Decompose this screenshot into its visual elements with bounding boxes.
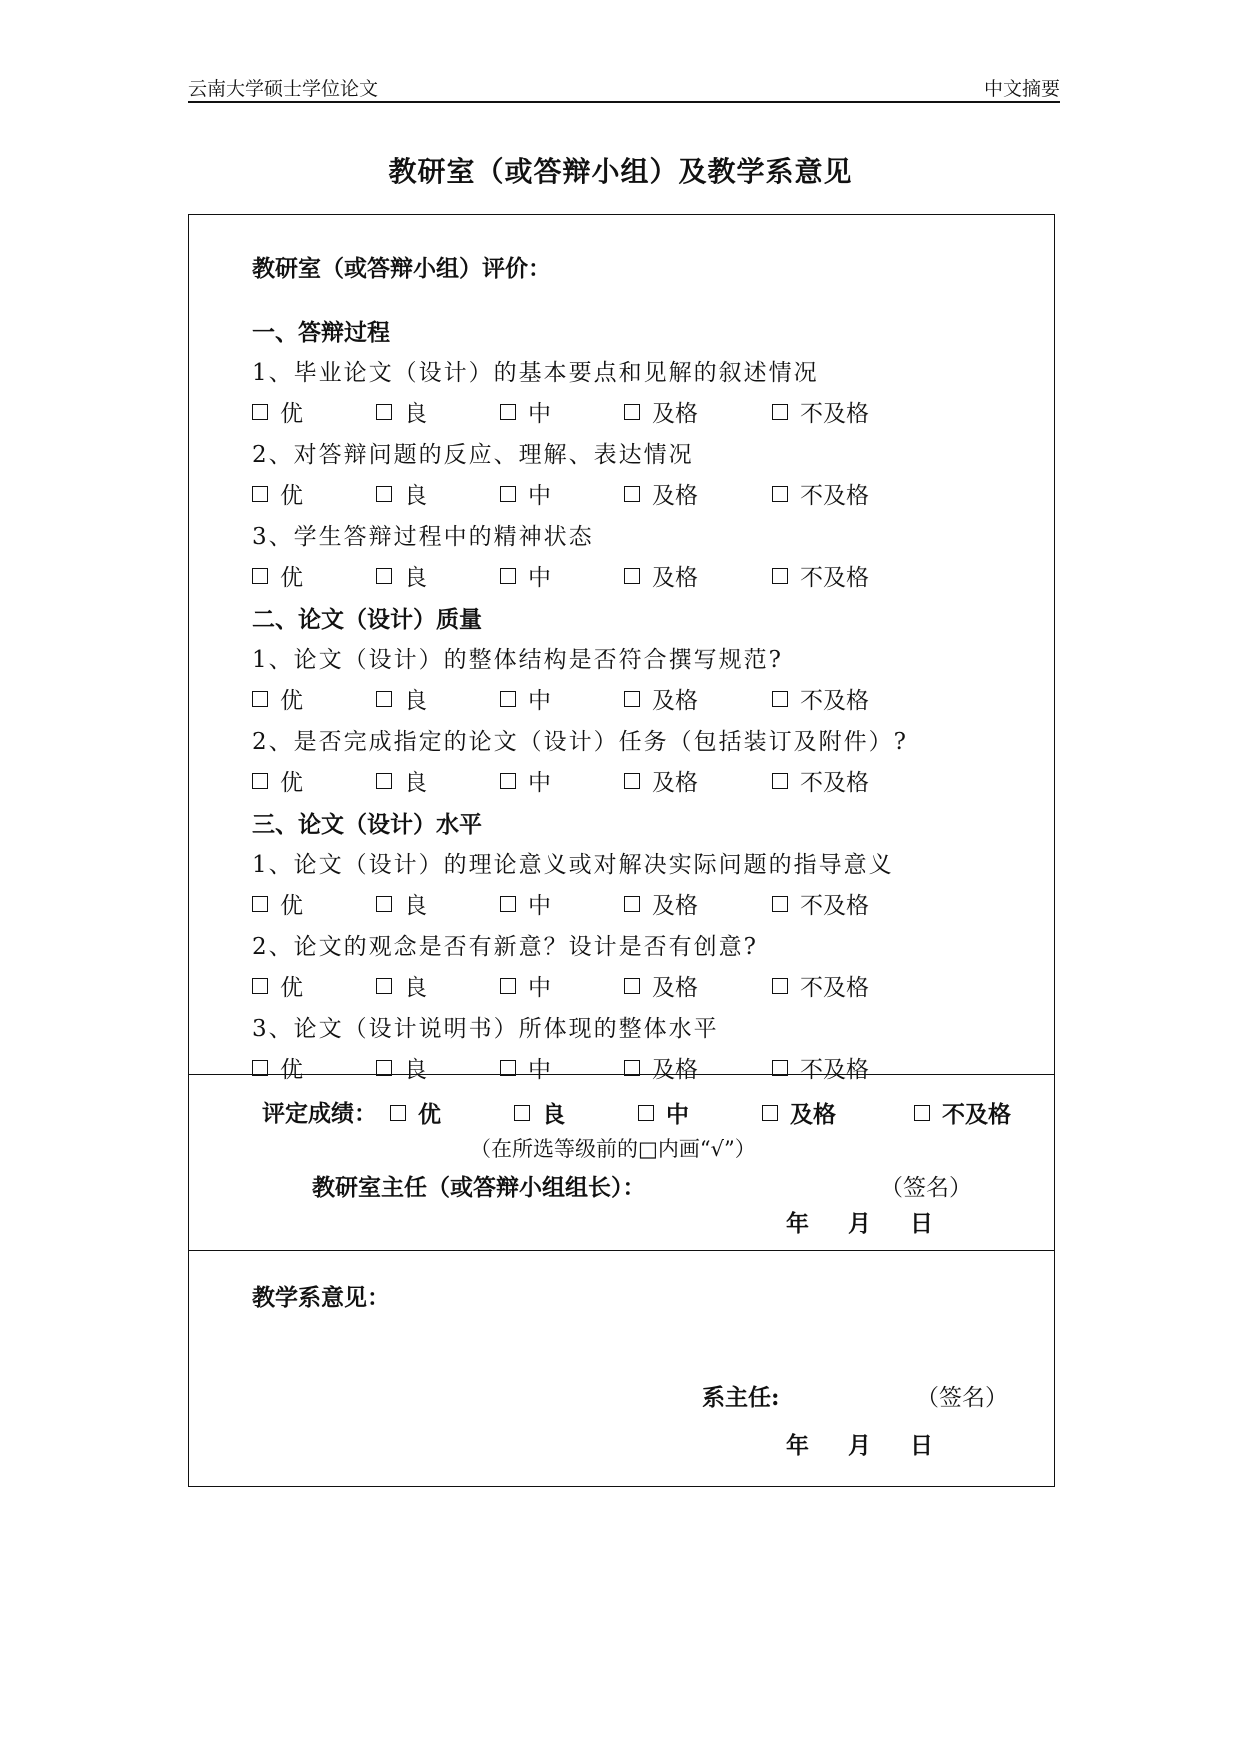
rating-option-label: 及格 <box>652 1057 698 1083</box>
rating-option[interactable] <box>500 886 551 927</box>
department-date <box>786 1426 946 1466</box>
director-date-day: 日 <box>910 1210 933 1237</box>
grade-label: 评定成绩： <box>262 1100 377 1127</box>
rating-option-label: 优 <box>280 1057 303 1083</box>
rating-options <box>252 1050 972 1091</box>
question-text: 1、论文（设计）的整体结构是否符合撰写规范? <box>252 647 783 673</box>
question-text: 3、学生答辩过程中的精神状态 <box>252 524 594 550</box>
rating-option[interactable] <box>624 681 698 722</box>
checkbox[interactable] <box>624 568 640 584</box>
checkbox[interactable] <box>638 1105 654 1121</box>
director-date <box>786 1204 946 1244</box>
rating-option-label: 中 <box>528 688 551 714</box>
department-sign-note: （签名） <box>916 1385 1008 1411</box>
rating-option-label: 中 <box>528 483 551 509</box>
director-date-year: 年 <box>786 1210 809 1237</box>
rating-option-label: 良 <box>404 1057 427 1083</box>
checkbox[interactable] <box>772 1060 788 1076</box>
header-thesis-label: 云南大学硕士学位论文 <box>188 78 379 100</box>
rating-option-label: 优 <box>280 401 303 427</box>
rating-option-label: 及格 <box>652 483 698 509</box>
rating-options <box>252 476 972 517</box>
checkbox[interactable] <box>500 773 516 789</box>
rating-option-label: 良 <box>404 401 427 427</box>
department-opinion-label: 教学系意见： <box>252 1284 390 1311</box>
rating-option[interactable] <box>500 681 551 722</box>
checkbox[interactable] <box>376 568 392 584</box>
evaluation-subtitle: 教研室（或答辩小组）评价： <box>252 255 551 282</box>
rating-option-label: 优 <box>280 893 303 919</box>
department-date-year: 年 <box>786 1432 809 1459</box>
rating-option-label: 不及格 <box>800 401 869 427</box>
rating-option-label: 良 <box>404 483 427 509</box>
rating-option[interactable] <box>376 886 427 927</box>
checkbox[interactable] <box>376 1060 392 1076</box>
checkbox[interactable] <box>376 896 392 912</box>
rating-options <box>252 681 972 722</box>
rating-option[interactable] <box>500 968 551 1009</box>
department-head-label: 系主任: <box>702 1384 780 1411</box>
rating-option[interactable] <box>500 476 551 517</box>
checkbox[interactable] <box>252 896 268 912</box>
checkbox[interactable] <box>252 773 268 789</box>
checkbox[interactable] <box>500 1060 516 1076</box>
rating-option-label: 中 <box>528 893 551 919</box>
rating-option[interactable] <box>772 394 869 435</box>
checkbox[interactable] <box>376 691 392 707</box>
checkbox[interactable] <box>624 486 640 502</box>
rating-option[interactable] <box>772 763 869 804</box>
rating-option-label: 中 <box>528 975 551 1001</box>
checkbox[interactable] <box>252 691 268 707</box>
question-text: 2、论文的观念是否有新意？设计是否有创意? <box>252 934 758 960</box>
rating-options <box>252 886 972 927</box>
question-text: 3、论文（设计说明书）所体现的整体水平 <box>252 1016 719 1042</box>
rating-option[interactable] <box>376 558 427 599</box>
header-rule <box>188 101 1060 103</box>
rating-option-label: 不及格 <box>800 975 869 1001</box>
evaluation-section <box>252 250 972 1091</box>
rating-option[interactable] <box>624 558 698 599</box>
rating-option[interactable] <box>252 558 303 599</box>
rating-option-label: 良 <box>404 975 427 1001</box>
grade-option-label: 及格 <box>790 1101 836 1128</box>
checkbox[interactable] <box>762 1105 778 1121</box>
checkbox[interactable] <box>500 404 516 420</box>
rating-option-label: 良 <box>404 565 427 591</box>
rating-option[interactable] <box>252 1050 303 1091</box>
rating-option-label: 优 <box>280 565 303 591</box>
grade-row <box>262 1094 1062 1134</box>
rating-option-label: 不及格 <box>800 565 869 591</box>
grade-option[interactable] <box>638 1094 689 1135</box>
checkbox[interactable] <box>772 691 788 707</box>
rating-option-label: 优 <box>280 688 303 714</box>
rating-option-label: 不及格 <box>800 688 869 714</box>
rating-option-label: 及格 <box>652 401 698 427</box>
rating-option-label: 及格 <box>652 893 698 919</box>
rating-option-label: 不及格 <box>800 893 869 919</box>
rating-option[interactable] <box>772 968 869 1009</box>
checkbox[interactable] <box>252 486 268 502</box>
grade-option-label: 优 <box>418 1101 441 1128</box>
rating-option[interactable] <box>772 558 869 599</box>
rating-option[interactable] <box>772 681 869 722</box>
rating-option[interactable] <box>252 968 303 1009</box>
category-title: 二、论文（设计）质量 <box>252 606 482 633</box>
rating-option-label: 及格 <box>652 688 698 714</box>
rating-option-label: 优 <box>280 975 303 1001</box>
checkbox[interactable] <box>624 404 640 420</box>
checkbox[interactable] <box>772 568 788 584</box>
checkbox[interactable] <box>376 404 392 420</box>
checkbox[interactable] <box>376 978 392 994</box>
checkbox[interactable] <box>500 896 516 912</box>
rating-option-label: 优 <box>280 483 303 509</box>
rating-option[interactable] <box>772 1050 869 1091</box>
rating-option[interactable] <box>624 968 698 1009</box>
director-sign-note: （签名） <box>880 1175 972 1201</box>
grade-option[interactable] <box>514 1094 565 1135</box>
checkbox[interactable] <box>772 896 788 912</box>
checkbox[interactable] <box>376 486 392 502</box>
rating-option-label: 不及格 <box>800 1057 869 1083</box>
rating-option-label: 良 <box>404 893 427 919</box>
rating-option-label: 及格 <box>652 565 698 591</box>
rating-option-label: 中 <box>528 401 551 427</box>
rating-option[interactable] <box>252 394 303 435</box>
checkbox[interactable] <box>624 1060 640 1076</box>
rating-option-label: 优 <box>280 770 303 796</box>
question-text: 2、是否完成指定的论文（设计）任务（包括装订及附件）? <box>252 729 908 755</box>
rating-option[interactable] <box>376 763 427 804</box>
rating-option[interactable] <box>500 558 551 599</box>
grade-option-label: 中 <box>666 1101 689 1128</box>
checkbox[interactable] <box>500 691 516 707</box>
rating-option-label: 不及格 <box>800 770 869 796</box>
rating-option[interactable] <box>624 763 698 804</box>
rating-options <box>252 763 972 804</box>
category-title: 三、论文（设计）水平 <box>252 811 482 838</box>
checkbox[interactable] <box>500 978 516 994</box>
checkbox[interactable] <box>772 486 788 502</box>
rating-option[interactable] <box>376 968 427 1009</box>
rating-option[interactable] <box>500 1050 551 1091</box>
rating-option[interactable] <box>624 394 698 435</box>
department-date-day: 日 <box>910 1432 933 1459</box>
question-text: 1、论文（设计）的理论意义或对解决实际问题的指导意义 <box>252 852 894 878</box>
rating-option-label: 中 <box>528 565 551 591</box>
checkbox[interactable] <box>390 1105 406 1121</box>
checkbox[interactable] <box>772 978 788 994</box>
rating-option-label: 良 <box>404 770 427 796</box>
rating-option[interactable] <box>252 476 303 517</box>
rating-option-label: 及格 <box>652 975 698 1001</box>
checkbox[interactable] <box>624 896 640 912</box>
checkbox[interactable] <box>252 978 268 994</box>
director-date-month: 月 <box>848 1210 871 1237</box>
director-signature-label: 教研室主任（或答辩小组组长）： <box>312 1174 646 1201</box>
checkbox[interactable] <box>914 1105 930 1121</box>
rating-option[interactable] <box>376 1050 427 1091</box>
rating-option-label: 良 <box>404 688 427 714</box>
rating-option-label: 中 <box>528 1057 551 1083</box>
checkbox[interactable] <box>772 404 788 420</box>
question-text: 1、毕业论文（设计）的基本要点和见解的叙述情况 <box>252 360 819 386</box>
rating-option-label: 及格 <box>652 770 698 796</box>
header-section-label: 中文摘要 <box>983 78 1060 100</box>
rating-option[interactable] <box>624 886 698 927</box>
rating-option[interactable] <box>376 394 427 435</box>
checkbox[interactable] <box>514 1105 530 1121</box>
rating-option[interactable] <box>376 476 427 517</box>
checkbox[interactable] <box>376 773 392 789</box>
checkbox[interactable] <box>500 568 516 584</box>
department-date-month: 月 <box>848 1432 871 1459</box>
rating-option[interactable] <box>624 1050 698 1091</box>
grade-note: （在所选等级前的□内画“√”） <box>470 1137 756 1161</box>
rating-option[interactable] <box>500 394 551 435</box>
rating-options <box>252 394 972 435</box>
page-title: 教研室（或答辩小组）及教学系意见 <box>388 155 853 188</box>
grade-option[interactable] <box>390 1094 441 1135</box>
grade-option[interactable] <box>762 1094 836 1135</box>
checkbox[interactable] <box>500 486 516 502</box>
rating-option[interactable] <box>624 476 698 517</box>
question-text: 2、对答辩问题的反应、理解、表达情况 <box>252 442 694 468</box>
rating-option[interactable] <box>500 763 551 804</box>
checkbox[interactable] <box>252 1060 268 1076</box>
grade-option-label: 不及格 <box>942 1101 1011 1128</box>
rating-option[interactable] <box>252 681 303 722</box>
checkbox[interactable] <box>252 404 268 420</box>
rating-option[interactable] <box>252 763 303 804</box>
rating-option[interactable] <box>772 886 869 927</box>
rating-option[interactable] <box>376 681 427 722</box>
checkbox[interactable] <box>624 691 640 707</box>
grade-option-label: 良 <box>542 1101 565 1128</box>
rating-option[interactable] <box>252 886 303 927</box>
checkbox[interactable] <box>624 773 640 789</box>
rating-option-label: 中 <box>528 770 551 796</box>
rating-options <box>252 558 972 599</box>
category-title: 一、答辩过程 <box>252 319 390 346</box>
checkbox[interactable] <box>624 978 640 994</box>
checkbox[interactable] <box>772 773 788 789</box>
rating-option-label: 不及格 <box>800 483 869 509</box>
page-header <box>188 74 1060 102</box>
divider-section-b <box>188 1250 1055 1251</box>
rating-options <box>252 968 972 1009</box>
rating-option[interactable] <box>772 476 869 517</box>
checkbox[interactable] <box>252 568 268 584</box>
grade-option[interactable] <box>914 1094 1011 1135</box>
